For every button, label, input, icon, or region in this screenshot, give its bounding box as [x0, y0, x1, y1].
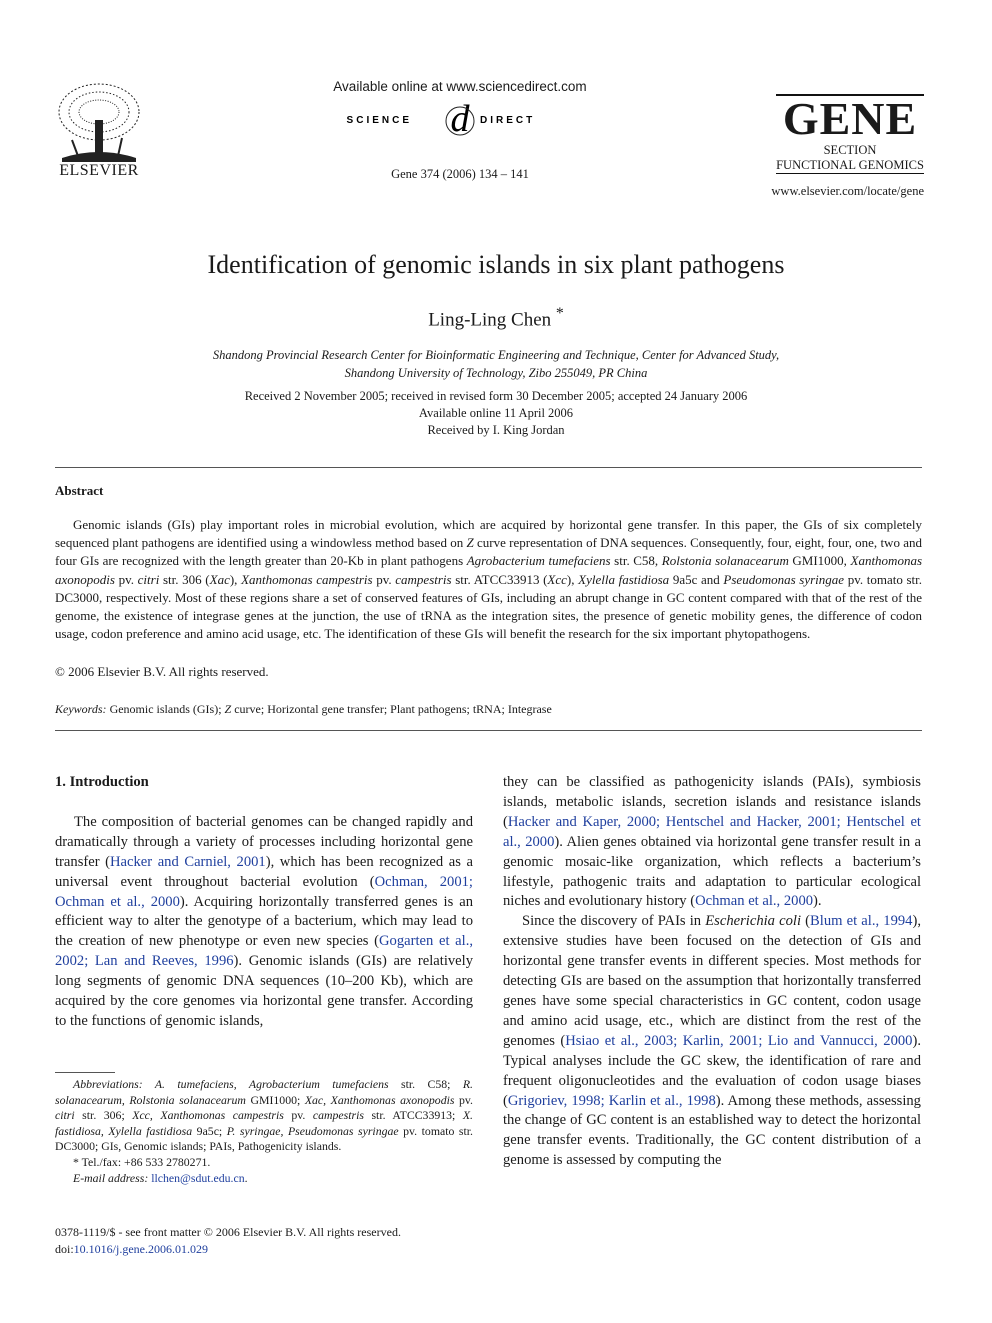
author-footnote-mark[interactable]: *	[555, 305, 564, 322]
citation-link[interactable]: Hacker and Kaper, 2000; Hentschel and Hacker, 2001; Hentschel et al., 2000	[503, 813, 921, 850]
abstract-copyright: © 2006 Elsevier B.V. All rights reserved.	[55, 664, 269, 679]
abstract-italic: Xanthomonas campestris	[241, 571, 373, 587]
journal-subsection: FUNCTIONAL GENOMICS	[776, 158, 924, 172]
abstract-text: ),	[566, 571, 579, 587]
journal-url[interactable]: www.elsevier.com/locate/gene	[771, 184, 924, 198]
abstract-text: curve representation of DNA sequences. Consequently, four, eight, four, one, two and four GIs are recognized with the length greater than 20-Kb in plant pathogens	[55, 535, 922, 569]
body-text: ). Alien genes obtained via horizontal gene transfer result in a genomic mosaic-like organization, which reflects a bacterium’s lifestyle, pathogenic traits and adaptation to particular ecological niches and evolutionary history (	[503, 833, 921, 910]
left-column	[55, 773, 473, 1032]
divider-top	[55, 467, 922, 468]
footnote-italic: X. fastidiosa, Xylella fastidiosa	[55, 1108, 473, 1138]
citation-link[interactable]: Hsiao et al., 2003; Karlin, 2001; Lio and Vannucci, 2000	[565, 1032, 913, 1049]
abstract-text: pv. tomato str. DC3000, respectively. Most of these regions share a set of conserved features of GIs, including an abrupt change in GC content compared with that of the rest of the genome, the existence of integrase genes at the junction, the use of tRNA as the integration sites, the presence of genetic mobility genes, the difference of codon usage, codon preference and amino acid usage, etc. The identification of these GIs will benefit the research for the six important phytopathogens.	[55, 571, 923, 642]
body-text: ), which has been recognized as a universal event throughout bacterial evolution (	[55, 853, 473, 890]
sciencedirect-right-text: DIRECT	[480, 115, 536, 126]
footnote-italic: R. solanacearum, Rolstonia solanacearum	[55, 1077, 473, 1107]
affiliation-line-1: Shandong Provincial Research Center for Bioinformatic Engineering and Technique, Center for Advanced Study,	[212, 348, 780, 362]
abstract-paragraph	[55, 516, 922, 643]
publisher-logo-text: ELSEVIER	[59, 162, 139, 179]
abstract-italic: Xac	[209, 571, 230, 587]
doi-label: doi:	[55, 1242, 74, 1256]
email-footnote	[55, 1171, 473, 1187]
abstract-italic: citri	[137, 571, 160, 587]
body-italic: Escherichia coli	[705, 913, 802, 930]
doi-link[interactable]: 10.1016/j.gene.2006.01.029	[73, 1242, 208, 1256]
intro-paragraph-2	[503, 912, 921, 1171]
citation-link[interactable]: Grigoriev, 1998; Karlin et al., 1998	[507, 1092, 716, 1109]
email-label: E-mail address:	[73, 1170, 149, 1185]
citation-link[interactable]: Hacker and Carniel, 2001	[110, 853, 266, 870]
footnote-italic: Abbreviations: A. tumefaciens, Agrobacterium tumefaciens	[73, 1077, 389, 1091]
abstract-italic: campestris	[395, 571, 452, 587]
body-text: ). Among these methods, assessing the change of GC content is an established way to detect the horizontal gene transfer events. Traditionally, the GC content distribution of a genome is assessed by computing the	[503, 1092, 921, 1169]
received-dates: Received 2 November 2005; received in revised form 30 December 2005; accepted 24 January 2006	[244, 389, 748, 403]
affiliation	[150, 346, 842, 382]
sciencedirect-d-mark: d	[450, 101, 470, 140]
body-text: ). Typical analyses include the GC skew, the identification of rare and frequent oligonucleotides and the evaluation of codon usage biases (	[503, 1032, 921, 1109]
abstract-text: ),	[229, 571, 242, 587]
intro-paragraph-1-continued	[503, 773, 921, 912]
body-text: Since the discovery of PAIs in	[522, 913, 706, 930]
footnote-italic: P. syringae, Pseudomonas syringae	[226, 1123, 399, 1138]
abstract-italic: Agrobacterium tumefaciens	[466, 553, 611, 569]
body-text: ). Genomic islands (GIs) are relatively long segments of genomic DNA sequences (10–200 Kb), which are acquired by the core genomes via horizontal gene transfer. According to the functions of genomic islands,	[55, 953, 473, 1029]
journal-citation: Gene 374 (2006) 134 – 141	[391, 167, 529, 181]
front-matter-footer	[55, 1224, 473, 1258]
article-title: Identification of genomic islands in six plant pathogens	[207, 250, 785, 279]
keywords-text: Genomic islands (GIs);	[106, 702, 225, 716]
author-name: Ling-Ling Chen	[428, 309, 552, 331]
footnote-text: pv.	[454, 1092, 473, 1107]
received-by: Received by I. King Jordan	[427, 423, 565, 437]
citation-link[interactable]: Blum et al., 1994	[810, 913, 913, 930]
tel-footnote: * Tel./fax: +86 533 2780271.	[73, 1154, 211, 1169]
body-text: The composition of bacterial genomes can be changed rapidly and dramatically through a variety of processes including horizontal gene transfer (	[55, 813, 473, 870]
abstract-heading: Abstract	[55, 483, 104, 498]
abstract-text: GMI1000,	[788, 553, 851, 569]
abstract-italic: Xcc	[547, 571, 567, 587]
footnote-italic: citri	[55, 1108, 75, 1123]
email-link[interactable]: llchen@sdut.edu.cn	[151, 1170, 245, 1185]
abstract-italic: Xylella fastidiosa	[578, 571, 670, 587]
sciencedirect-logo	[300, 101, 620, 141]
doi-line	[55, 1241, 473, 1258]
footnotes	[55, 1077, 473, 1186]
footnote-italic: Xac, Xanthomonas axonopodis	[304, 1092, 455, 1107]
citation-link[interactable]: Gogarten et al., 2002; Lan and Reeves, 1996	[55, 933, 473, 970]
footnote-text: 9a5c;	[192, 1123, 227, 1138]
abstract-text: 9a5c and	[669, 571, 724, 587]
abstract-text: pv.	[114, 571, 138, 587]
keywords-label: Keywords:	[55, 702, 107, 716]
issn-line: 0378-1119/$ - see front matter © 2006 Elsevier B.V. All rights reserved.	[55, 1225, 401, 1239]
footnote-rule	[55, 1072, 115, 1073]
citation-link[interactable]: Ochman, 2001; Ochman et al., 2000	[55, 873, 473, 910]
abstract-body	[55, 516, 922, 643]
divider-bottom	[55, 730, 922, 731]
footnote-text: str. 306;	[74, 1108, 133, 1123]
abstract-text: str. C58,	[610, 553, 662, 569]
footnote-text: str. C58;	[388, 1077, 463, 1091]
footnote-text: .	[244, 1170, 248, 1185]
body-text: ).	[813, 893, 822, 910]
abstract-italic: Z	[466, 535, 474, 551]
keywords	[55, 702, 922, 717]
body-text: ). Acquiring horizontally transferred genes is an efficient way to alter the genotype of a bacterium, which may lead to the creation of new phenotype or even new species (	[55, 893, 473, 950]
abbreviations-footnote	[55, 1077, 473, 1155]
body-text: (	[801, 913, 811, 930]
footnote-italic: Xcc, Xanthomonas campestris	[132, 1108, 284, 1123]
footnote-italic: campestris	[312, 1108, 364, 1123]
abstract-italic: Xanthomonas axonopodis	[55, 553, 922, 587]
available-date: Available online 11 April 2006	[418, 406, 574, 420]
available-online-note: Available online at www.sciencedirect.com	[333, 79, 587, 94]
abstract-italic: Rolstonia solanacearum	[661, 553, 789, 569]
section-heading: 1. Introduction	[55, 774, 149, 790]
footnote-text: GMI1000;	[245, 1092, 305, 1107]
abstract-text: str. ATCC33913 (	[451, 571, 548, 587]
abstract-italic: Pseudomonas syringae	[723, 571, 845, 587]
affiliation-line-2: Shandong University of Technology, Zibo 255049, PR China	[344, 366, 648, 380]
keywords-text: curve; Horizontal gene transfer; Plant pathogens; tRNA; Integrase	[231, 702, 552, 716]
keywords-italic: Z	[224, 702, 232, 716]
body-text: they can be classified as pathogenicity islands (PAIs), symbiosis islands, metabolic islands, secretion islands and resistance islands (	[503, 774, 921, 830]
citation-link[interactable]: Ochman et al., 2000	[695, 893, 814, 910]
right-column	[503, 773, 921, 1171]
footnote-text: pv.	[283, 1108, 313, 1123]
footnote-text: str. ATCC33913;	[363, 1108, 463, 1123]
intro-paragraph-1	[55, 813, 473, 1032]
sciencedirect-left-text: SCIENCE	[346, 115, 412, 126]
journal-section: SECTION	[823, 143, 877, 157]
article-history	[150, 388, 842, 439]
body-text: ), extensive studies have been focused on the detection of GIs and horizontal gene transfer events in different species. Most methods for detecting GIs are based on the assumption that horizontally transferred genes have some special characteristics in GC content, codon usage and amino acid usage, etc., which are distinct from the rest of the genomes (	[503, 913, 921, 1049]
abstract-text: str. 306 (	[159, 571, 210, 587]
footnote-text: pv. tomato str. DC3000; GIs, Genomic islands; PAIs, Pathogenicity islands.	[55, 1123, 474, 1154]
abstract-text: pv.	[372, 571, 396, 587]
author	[60, 305, 932, 331]
abstract-text: Genomic islands (GIs) play important roles in microbial evolution, which are acquired by horizontal gene transfer. In this paper, the GIs of six completely sequenced plant pathogens are identified using a windowless method based on	[55, 517, 922, 551]
journal-name: GENE	[776, 94, 924, 142]
